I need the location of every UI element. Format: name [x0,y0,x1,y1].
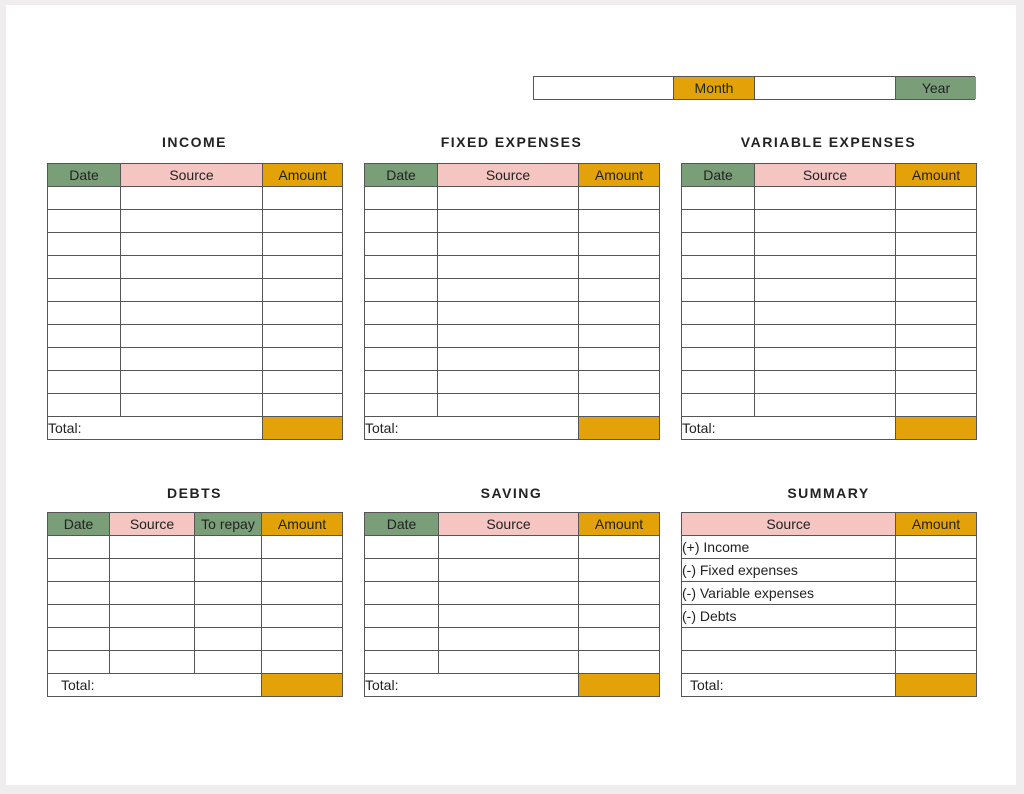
entry-cell[interactable] [263,279,343,302]
table-row [682,371,977,394]
saving-table [364,512,660,697]
entry-cell[interactable] [365,233,438,256]
debts-title: DEBTS [167,485,222,501]
variable-expenses-body [682,187,977,417]
table-row [48,651,343,674]
entry-cell[interactable] [121,348,263,371]
summary-table [681,512,977,697]
table-row [48,605,343,628]
entry-cell[interactable] [121,279,263,302]
source-column-header: Source [121,164,263,187]
entry-cell[interactable] [579,348,660,371]
entry-cell[interactable] [682,371,755,394]
entry-cell[interactable] [262,582,343,605]
amount-column-header: Amount [579,513,660,536]
total-label: Total: [682,674,896,697]
table-row [365,187,660,210]
entry-cell[interactable] [755,187,896,210]
entry-cell[interactable] [438,233,579,256]
table-row [48,394,343,417]
table-row [682,348,977,371]
amount-column-header: Amount [896,513,977,536]
entry-cell[interactable] [48,559,110,582]
table-row [365,348,660,371]
entry-cell[interactable] [48,325,121,348]
table-row [365,582,660,605]
entry-cell[interactable] [263,187,343,210]
source-column-header: Source [438,164,579,187]
entry-cell[interactable] [365,210,438,233]
entry-cell[interactable] [195,605,262,628]
entry-cell[interactable] [438,348,579,371]
table-row [365,279,660,302]
table-row [365,605,660,628]
total-amount-cell[interactable] [579,674,660,697]
total-amount-cell[interactable] [263,417,343,440]
income-table [47,163,343,440]
entry-cell[interactable] [682,210,755,233]
amount-column-header: Amount [262,513,343,536]
table-row [48,371,343,394]
summary-body [682,536,977,674]
table-row [48,279,343,302]
entry-cell[interactable] [755,233,896,256]
entry-cell[interactable] [110,559,195,582]
table-row [682,233,977,256]
entry-cell[interactable] [48,605,110,628]
entry-cell[interactable] [682,256,755,279]
total-row [682,674,977,697]
entry-cell[interactable] [121,325,263,348]
entry-cell[interactable] [365,628,439,651]
total-label: Total: [365,417,579,440]
entry-cell[interactable] [365,256,438,279]
income-title: INCOME [162,134,227,150]
total-label: Total: [48,674,262,697]
entry-cell[interactable] [579,187,660,210]
table-row [48,536,343,559]
summary-label-debts: (-) Debts [682,605,896,628]
date-column-header: Date [365,164,438,187]
summary-row-blank [682,651,977,674]
entry-cell[interactable] [365,325,438,348]
table-header-row [365,513,660,536]
total-label: Total: [682,417,896,440]
entry-cell[interactable] [579,233,660,256]
table-row [365,325,660,348]
entry-cell[interactable] [682,302,755,325]
entry-cell[interactable] [438,394,579,417]
table-row [365,559,660,582]
total-label: Total: [48,417,263,440]
amount-column-header: Amount [263,164,343,187]
entry-cell[interactable] [121,187,263,210]
entry-cell[interactable] [263,302,343,325]
entry-cell[interactable] [896,371,977,394]
entry-cell[interactable] [896,256,977,279]
entry-cell[interactable] [195,582,262,605]
entry-cell[interactable] [365,536,439,559]
table-header-row [682,164,977,187]
summary-label-fixed-expenses: (-) Fixed expenses [682,559,896,582]
total-amount-cell[interactable] [896,417,977,440]
date-column-header: Date [48,513,110,536]
entry-cell[interactable] [195,559,262,582]
entry-cell[interactable] [48,256,121,279]
entry-cell[interactable] [195,651,262,674]
entry-cell[interactable] [896,210,977,233]
summary-label-cell[interactable] [682,651,896,674]
entry-cell[interactable] [262,628,343,651]
entry-cell[interactable] [755,394,896,417]
entry-cell[interactable] [365,582,439,605]
entry-cell[interactable] [439,582,579,605]
entry-cell[interactable] [195,536,262,559]
total-amount-cell[interactable] [579,417,660,440]
table-row [682,394,977,417]
entry-cell[interactable] [682,233,755,256]
entry-cell[interactable] [438,325,579,348]
entry-cell[interactable] [755,210,896,233]
entry-cell[interactable] [110,628,195,651]
table-row [365,394,660,417]
total-amount-cell[interactable] [896,674,977,697]
variable-expenses-title: VARIABLE EXPENSES [740,134,917,150]
entry-cell[interactable] [439,651,579,674]
table-row [365,233,660,256]
entry-cell[interactable] [121,256,263,279]
entry-cell[interactable] [579,651,660,674]
summary-amount-cell[interactable] [896,559,977,582]
entry-cell[interactable] [262,605,343,628]
entry-cell[interactable] [682,348,755,371]
entry-cell[interactable] [48,210,121,233]
table-row [48,325,343,348]
entry-cell[interactable] [263,348,343,371]
table-row [365,628,660,651]
period-header [533,76,975,100]
table-header-row [682,513,977,536]
income-body [48,187,343,417]
table-row [48,559,343,582]
fixed-expenses-body [365,187,660,417]
entry-cell[interactable] [755,371,896,394]
entry-cell[interactable] [48,536,110,559]
entry-cell[interactable] [121,210,263,233]
entry-cell[interactable] [755,348,896,371]
entry-cell[interactable] [438,371,579,394]
table-header-row [48,164,343,187]
entry-cell[interactable] [438,187,579,210]
entry-cell[interactable] [121,394,263,417]
entry-cell[interactable] [365,187,438,210]
debts-table [47,512,343,697]
summary-label-income: (+) Income [682,536,896,559]
entry-cell[interactable] [365,348,438,371]
table-row [682,302,977,325]
fixed-expenses-title: FIXED EXPENSES [440,134,583,150]
entry-cell[interactable] [263,325,343,348]
debts-body [48,536,343,674]
entry-cell[interactable] [48,371,121,394]
table-row [48,348,343,371]
entry-cell[interactable] [365,394,438,417]
entry-cell[interactable] [262,559,343,582]
variable-expenses-table [681,163,977,440]
entry-cell[interactable] [896,302,977,325]
source-column-header: Source [682,513,896,536]
entry-cell[interactable] [682,279,755,302]
total-row [365,674,660,697]
entry-cell[interactable] [110,605,195,628]
entry-cell[interactable] [682,325,755,348]
total-label: Total: [365,674,579,697]
entry-cell[interactable] [579,302,660,325]
table-row [48,210,343,233]
fixed-expenses-table [364,163,660,440]
entry-cell[interactable] [579,628,660,651]
entry-cell[interactable] [896,325,977,348]
entry-cell[interactable] [121,371,263,394]
table-row [682,210,977,233]
table-row [48,233,343,256]
summary-row-debts [682,605,977,628]
entry-cell[interactable] [262,536,343,559]
table-row [365,210,660,233]
entry-cell[interactable] [48,302,121,325]
summary-amount-cell[interactable] [896,651,977,674]
entry-cell[interactable] [110,651,195,674]
entry-cell[interactable] [579,210,660,233]
entry-cell[interactable] [896,394,977,417]
entry-cell[interactable] [579,394,660,417]
summary-amount-cell[interactable] [896,536,977,559]
entry-cell[interactable] [438,210,579,233]
table-row [682,187,977,210]
entry-cell[interactable] [579,605,660,628]
entry-cell[interactable] [263,210,343,233]
saving-body [365,536,660,674]
total-row [48,674,343,697]
entry-cell[interactable] [365,302,438,325]
entry-cell[interactable] [896,279,977,302]
summary-row-blank [682,628,977,651]
table-row [365,371,660,394]
total-row [682,417,977,440]
entry-cell[interactable] [579,536,660,559]
table-row [48,582,343,605]
summary-row-variable-expenses [682,582,977,605]
year-label: Year [896,77,976,99]
entry-cell[interactable] [195,628,262,651]
table-header-row [48,513,343,536]
entry-cell[interactable] [579,256,660,279]
entry-cell[interactable] [48,187,121,210]
entry-cell[interactable] [896,187,977,210]
table-row [48,256,343,279]
table-row [365,536,660,559]
month-field[interactable] [534,77,674,99]
entry-cell[interactable] [263,394,343,417]
source-column-header: Source [110,513,195,536]
summary-row-income [682,536,977,559]
entry-cell[interactable] [263,233,343,256]
saving-title: SAVING [480,485,543,501]
entry-cell[interactable] [438,279,579,302]
table-row [48,302,343,325]
summary-amount-cell[interactable] [896,628,977,651]
entry-cell[interactable] [48,348,121,371]
entry-cell[interactable] [439,605,579,628]
entry-cell[interactable] [579,371,660,394]
entry-cell[interactable] [110,536,195,559]
entry-cell[interactable] [579,325,660,348]
table-row [365,302,660,325]
entry-cell[interactable] [755,302,896,325]
summary-amount-cell[interactable] [896,582,977,605]
entry-cell[interactable] [365,651,439,674]
entry-cell[interactable] [365,371,438,394]
entry-cell[interactable] [262,651,343,674]
date-column-header: Date [48,164,121,187]
entry-cell[interactable] [365,279,438,302]
table-header-row [365,164,660,187]
entry-cell[interactable] [755,256,896,279]
entry-cell[interactable] [48,394,121,417]
entry-cell[interactable] [682,187,755,210]
entry-cell[interactable] [439,536,579,559]
entry-cell[interactable] [439,628,579,651]
total-row [48,417,343,440]
year-field[interactable] [755,77,896,99]
table-row [365,256,660,279]
entry-cell[interactable] [48,279,121,302]
entry-cell[interactable] [439,559,579,582]
entry-cell[interactable] [263,256,343,279]
entry-cell[interactable] [896,348,977,371]
entry-cell[interactable] [755,325,896,348]
entry-cell[interactable] [48,651,110,674]
total-amount-cell[interactable] [262,674,343,697]
entry-cell[interactable] [121,233,263,256]
source-column-header: Source [755,164,896,187]
entry-cell[interactable] [682,394,755,417]
entry-cell[interactable] [438,302,579,325]
entry-cell[interactable] [263,371,343,394]
total-row [365,417,660,440]
source-column-header: Source [439,513,579,536]
entry-cell[interactable] [48,628,110,651]
table-row [365,651,660,674]
summary-title: SUMMARY [787,485,870,501]
entry-cell[interactable] [579,559,660,582]
summary-label-variable-expenses: (-) Variable expenses [682,582,896,605]
entry-cell[interactable] [365,559,439,582]
entry-cell[interactable] [579,279,660,302]
entry-cell[interactable] [579,582,660,605]
entry-cell[interactable] [896,233,977,256]
summary-amount-cell[interactable] [896,605,977,628]
date-column-header: Date [682,164,755,187]
to-repay-column-header: To repay [195,513,262,536]
table-row [682,279,977,302]
summary-label-cell[interactable] [682,628,896,651]
amount-column-header: Amount [579,164,660,187]
entry-cell[interactable] [438,256,579,279]
month-label: Month [674,77,755,99]
entry-cell[interactable] [48,233,121,256]
table-row [48,187,343,210]
table-row [682,325,977,348]
entry-cell[interactable] [755,279,896,302]
table-row [48,628,343,651]
summary-row-fixed-expenses [682,559,977,582]
date-column-header: Date [365,513,439,536]
entry-cell[interactable] [48,582,110,605]
entry-cell[interactable] [121,302,263,325]
amount-column-header: Amount [896,164,977,187]
entry-cell[interactable] [110,582,195,605]
table-row [682,256,977,279]
entry-cell[interactable] [365,605,439,628]
